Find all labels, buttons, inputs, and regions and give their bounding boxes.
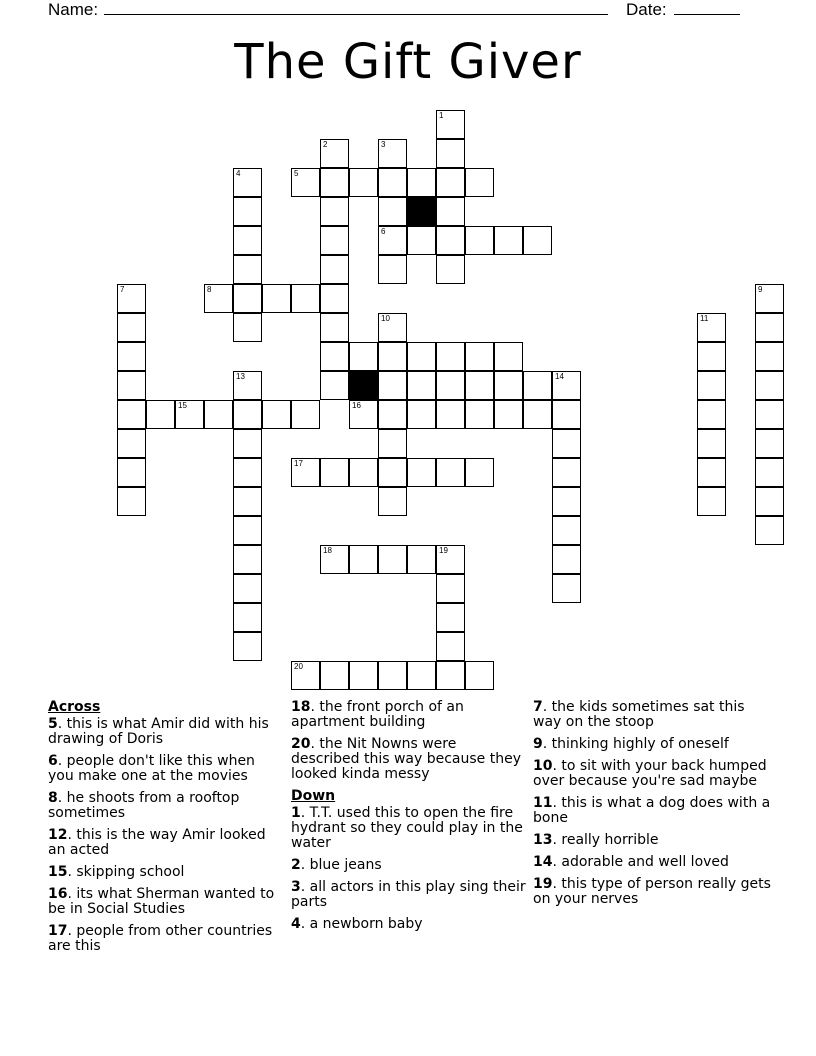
grid-cell[interactable] — [494, 371, 523, 400]
clue-text: . this is what a dog does with a bone — [533, 795, 771, 826]
clue-item — [48, 887, 278, 917]
grid-block — [407, 197, 436, 226]
clue-text: . a newborn baby — [300, 916, 423, 932]
clue-number: 18 — [323, 546, 332, 555]
grid-cell[interactable] — [755, 429, 784, 458]
clue-item — [533, 759, 773, 789]
clue-number: 9 — [758, 285, 763, 294]
grid-cell[interactable] — [117, 371, 146, 400]
grid-cell[interactable] — [117, 400, 146, 429]
grid-cell[interactable] — [320, 342, 349, 371]
clue-num: 2 — [291, 857, 301, 873]
grid-cell[interactable] — [436, 226, 465, 255]
clue-number: 16 — [352, 401, 361, 410]
grid-cell[interactable] — [697, 342, 726, 371]
grid-cell[interactable] — [436, 545, 465, 574]
grid-cell[interactable] — [233, 284, 262, 313]
across-clue-list — [48, 717, 278, 954]
grid-cell[interactable] — [755, 371, 784, 400]
grid-cell[interactable] — [697, 429, 726, 458]
grid-cell[interactable] — [320, 168, 349, 197]
grid-cell[interactable] — [378, 545, 407, 574]
grid-cell[interactable] — [436, 342, 465, 371]
grid-cell[interactable] — [233, 371, 262, 400]
clue-num: 8 — [48, 790, 58, 806]
clue-num: 14 — [533, 854, 553, 870]
grid-cell[interactable] — [117, 429, 146, 458]
grid-cell[interactable] — [407, 226, 436, 255]
grid-cell[interactable] — [320, 197, 349, 226]
grid-cell[interactable] — [320, 661, 349, 690]
clue-text: . this type of person really gets on your nerves — [533, 876, 771, 907]
clue-number: 5 — [294, 169, 299, 178]
grid-cell[interactable] — [378, 429, 407, 458]
grid-cell[interactable] — [755, 342, 784, 371]
clue-item — [533, 877, 773, 907]
clue-item — [291, 700, 527, 730]
clue-item — [48, 791, 278, 821]
clue-text: . T.T. used this to open the fire hydrant so they could play in the water — [291, 805, 523, 851]
clue-num: 3 — [291, 879, 301, 895]
grid-cell[interactable] — [233, 574, 262, 603]
page-title: The Gift Giver — [234, 34, 582, 90]
clue-num: 15 — [48, 864, 68, 880]
grid-cell[interactable] — [494, 342, 523, 371]
grid-cell[interactable] — [233, 429, 262, 458]
grid-cell[interactable] — [436, 661, 465, 690]
grid-cell[interactable] — [320, 458, 349, 487]
grid-cell[interactable] — [465, 458, 494, 487]
clue-num: 18 — [291, 699, 311, 715]
grid-cell[interactable] — [320, 255, 349, 284]
grid-cell[interactable] — [233, 545, 262, 574]
clue-text: . to sit with your back humped over because you're sad maybe — [533, 758, 767, 789]
grid-cell[interactable] — [378, 400, 407, 429]
grid-cell[interactable] — [494, 400, 523, 429]
grid-cell[interactable] — [755, 284, 784, 313]
clue-item — [291, 858, 527, 873]
grid-cell[interactable] — [117, 284, 146, 313]
clue-text: . adorable and well loved — [552, 854, 729, 870]
grid-cell[interactable] — [117, 487, 146, 516]
grid-cell[interactable] — [291, 400, 320, 429]
grid-cell[interactable] — [755, 458, 784, 487]
clue-text: . really horrible — [552, 832, 659, 848]
grid-cell[interactable] — [436, 371, 465, 400]
grid-cell[interactable] — [204, 400, 233, 429]
grid-cell[interactable] — [349, 168, 378, 197]
across-heading: Across — [48, 699, 101, 715]
clue-item — [533, 833, 773, 848]
grid-cell[interactable] — [320, 545, 349, 574]
grid-cell[interactable] — [407, 545, 436, 574]
grid-cell[interactable] — [407, 400, 436, 429]
grid-cell[interactable] — [233, 458, 262, 487]
grid-cell[interactable] — [349, 342, 378, 371]
grid-cell[interactable] — [233, 487, 262, 516]
down-clue-list — [291, 806, 527, 932]
clue-num: 19 — [533, 876, 553, 892]
grid-cell[interactable] — [552, 545, 581, 574]
grid-cell[interactable] — [233, 400, 262, 429]
clue-number: 19 — [439, 546, 448, 555]
grid-cell[interactable] — [378, 139, 407, 168]
clue-number: 10 — [381, 314, 390, 323]
clue-text: . its what Sherman wanted to be in Social Studies — [48, 886, 275, 917]
grid-cell[interactable] — [349, 545, 378, 574]
clue-text: . all actors in this play sing their parts — [291, 879, 526, 910]
clue-item — [48, 924, 278, 954]
grid-cell[interactable] — [233, 313, 262, 342]
clue-num: 4 — [291, 916, 301, 932]
grid-cell[interactable] — [117, 313, 146, 342]
grid-cell[interactable] — [407, 458, 436, 487]
clue-text: . skipping school — [67, 864, 185, 880]
grid-cell[interactable] — [407, 661, 436, 690]
grid-cell[interactable] — [291, 284, 320, 313]
grid-cell[interactable] — [755, 400, 784, 429]
grid-cell[interactable] — [465, 342, 494, 371]
clue-number: 2 — [323, 140, 328, 149]
grid-cell[interactable] — [407, 168, 436, 197]
clue-num: 20 — [291, 736, 311, 752]
grid-cell[interactable] — [552, 400, 581, 429]
grid-cell[interactable] — [349, 400, 378, 429]
grid-block — [349, 371, 378, 400]
clue-item — [48, 717, 278, 747]
grid-cell[interactable] — [436, 255, 465, 284]
grid-cell[interactable] — [523, 400, 552, 429]
grid-cell[interactable] — [436, 110, 465, 139]
clue-number: 15 — [178, 401, 187, 410]
grid-cell[interactable] — [755, 516, 784, 545]
down-clue-list-continued — [533, 700, 773, 907]
clue-item — [48, 828, 278, 858]
grid-cell[interactable] — [233, 632, 262, 661]
grid-cell[interactable] — [697, 487, 726, 516]
grid-cell[interactable] — [233, 226, 262, 255]
clue-number: 20 — [294, 662, 303, 671]
clue-item — [48, 754, 278, 784]
grid-cell[interactable] — [697, 458, 726, 487]
clue-number: 4 — [236, 169, 241, 178]
grid-cell[interactable] — [755, 313, 784, 342]
clue-num: 11 — [533, 795, 553, 811]
down-heading: Down — [291, 788, 336, 804]
clue-text: . this is the way Amir looked an acted — [48, 827, 266, 858]
clue-num: 12 — [48, 827, 68, 843]
grid-cell[interactable] — [465, 400, 494, 429]
grid-cell[interactable] — [378, 661, 407, 690]
clue-number: 1 — [439, 111, 444, 120]
clue-item — [291, 806, 527, 851]
clues-column-3 — [533, 700, 773, 914]
clue-item — [291, 737, 527, 782]
grid-cell[interactable] — [320, 139, 349, 168]
name-label: Name: — [48, 0, 99, 19]
clue-number: 3 — [381, 140, 386, 149]
grid-cell[interactable] — [436, 574, 465, 603]
grid-cell[interactable] — [378, 371, 407, 400]
grid-cell[interactable] — [117, 458, 146, 487]
grid-cell[interactable] — [146, 400, 175, 429]
grid-cell[interactable] — [378, 487, 407, 516]
clue-text: . people don't like this when you make one at the movies — [48, 753, 255, 784]
grid-cell[interactable] — [233, 255, 262, 284]
clue-item — [291, 917, 527, 932]
grid-cell[interactable] — [436, 632, 465, 661]
grid-cell[interactable] — [552, 574, 581, 603]
clue-item — [533, 796, 773, 826]
grid-cell[interactable] — [436, 168, 465, 197]
grid-cell[interactable] — [436, 458, 465, 487]
clue-number: 8 — [207, 285, 212, 294]
clue-number: 13 — [236, 372, 245, 381]
grid-cell[interactable] — [523, 371, 552, 400]
clue-text: . this is what Amir did with his drawing of Doris — [48, 716, 269, 747]
clue-num: 16 — [48, 886, 68, 902]
clue-text: . the kids sometimes sat this way on the stoop — [533, 699, 745, 730]
grid-cell[interactable] — [407, 371, 436, 400]
clue-number: 6 — [381, 227, 386, 236]
clue-number: 7 — [120, 285, 125, 294]
clue-text: . he shoots from a rooftop sometimes — [48, 790, 240, 821]
grid-cell[interactable] — [233, 516, 262, 545]
clues-column-2 — [291, 700, 527, 939]
grid-cell[interactable] — [175, 400, 204, 429]
clue-item — [48, 865, 278, 880]
clue-item — [533, 700, 773, 730]
clue-item — [533, 737, 773, 752]
grid-cell[interactable] — [755, 487, 784, 516]
grid-cell[interactable] — [291, 168, 320, 197]
clue-number: 14 — [555, 372, 564, 381]
grid-cell[interactable] — [523, 226, 552, 255]
clue-num: 9 — [533, 736, 543, 752]
grid-cell[interactable] — [262, 284, 291, 313]
grid-cell[interactable] — [378, 313, 407, 342]
grid-cell[interactable] — [378, 458, 407, 487]
clue-num: 17 — [48, 923, 68, 939]
grid-cell[interactable] — [378, 168, 407, 197]
clues-column-1 — [48, 700, 278, 961]
grid-cell[interactable] — [349, 661, 378, 690]
grid-cell[interactable] — [117, 342, 146, 371]
clue-item — [533, 855, 773, 870]
grid-cell[interactable] — [378, 226, 407, 255]
grid-cell[interactable] — [465, 226, 494, 255]
grid-cell[interactable] — [204, 284, 233, 313]
grid-cell[interactable] — [436, 400, 465, 429]
grid-cell[interactable] — [233, 197, 262, 226]
grid-cell[interactable] — [697, 313, 726, 342]
grid-cell[interactable] — [697, 371, 726, 400]
grid-cell[interactable] — [378, 255, 407, 284]
clue-text: . the front porch of an apartment building — [291, 699, 464, 730]
grid-cell[interactable] — [320, 284, 349, 313]
clue-num: 5 — [48, 716, 58, 732]
grid-cell[interactable] — [552, 371, 581, 400]
clue-num: 10 — [533, 758, 553, 774]
clue-num: 6 — [48, 753, 58, 769]
grid-cell[interactable] — [291, 661, 320, 690]
clue-num: 1 — [291, 805, 301, 821]
grid-cell[interactable] — [436, 603, 465, 632]
grid-cell[interactable] — [378, 342, 407, 371]
across-clue-list-continued — [291, 700, 527, 782]
grid-cell[interactable] — [436, 197, 465, 226]
grid-cell[interactable] — [552, 516, 581, 545]
grid-cell[interactable] — [349, 458, 378, 487]
grid-cell[interactable] — [552, 458, 581, 487]
clue-text: . blue jeans — [300, 857, 382, 873]
grid-cell[interactable] — [552, 429, 581, 458]
date-label: Date: — [626, 0, 667, 19]
grid-cell[interactable] — [233, 603, 262, 632]
clue-item — [291, 880, 527, 910]
grid-cell[interactable] — [262, 400, 291, 429]
clue-num: 7 — [533, 699, 543, 715]
grid-cell[interactable] — [465, 661, 494, 690]
clue-text: . people from other countries are this — [48, 923, 273, 954]
clue-num: 13 — [533, 832, 553, 848]
grid-cell[interactable] — [378, 197, 407, 226]
grid-cell[interactable] — [436, 139, 465, 168]
grid-cell[interactable] — [494, 226, 523, 255]
clue-text: . thinking highly of oneself — [542, 736, 729, 752]
grid-cell[interactable] — [233, 168, 262, 197]
grid-cell[interactable] — [465, 371, 494, 400]
grid-cell[interactable] — [320, 226, 349, 255]
grid-cell[interactable] — [320, 313, 349, 342]
grid-cell[interactable] — [697, 400, 726, 429]
grid-cell[interactable] — [407, 342, 436, 371]
clue-text: . the Nit Nowns were described this way because they looked kinda messy — [291, 736, 522, 782]
clue-number: 11 — [700, 314, 709, 323]
grid-cell[interactable] — [291, 458, 320, 487]
grid-cell[interactable] — [465, 168, 494, 197]
grid-cell[interactable] — [320, 371, 349, 400]
clue-number: 17 — [294, 459, 303, 468]
grid-cell[interactable] — [552, 487, 581, 516]
